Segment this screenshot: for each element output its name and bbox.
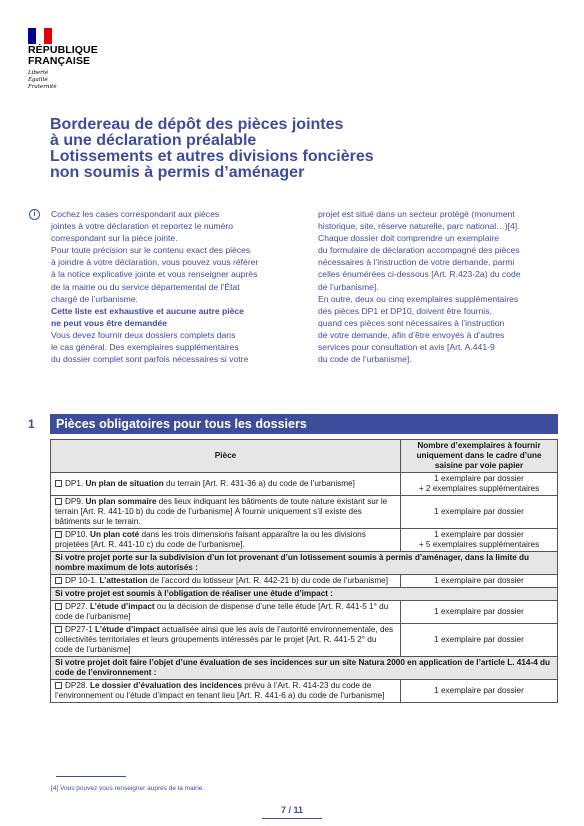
- table-row: [51, 473, 558, 496]
- piece-description: actualisée ainsi que les avis de l’autorité environnementale, des collectivités territoriales et leurs groupements intéressés par le projet [Art. R. 441-5 2° du code de l’urbanisme]: [55, 625, 394, 654]
- motto-egalite: Égalité: [28, 77, 48, 83]
- piece-cell: [51, 624, 401, 657]
- intro-line: Cette liste est exhaustive et aucune autre pièce: [51, 305, 244, 316]
- piece-code: DP28.: [65, 681, 88, 690]
- title-line: Lotissements et autres divisions foncières: [50, 148, 374, 165]
- count-line: + 2 exemplaires supplémentaires: [418, 484, 540, 493]
- intro-column-right: [318, 208, 558, 365]
- header-piece: Pièce: [51, 440, 401, 473]
- table-row: [51, 657, 558, 680]
- section-number: 1: [28, 417, 35, 431]
- intro-line: de la mairie ou du service départemental de l’État: [51, 281, 240, 292]
- header-count: Nombre d’exemplaires à fournir uniquement dans le cadre d’une saisine par voie papier: [401, 440, 558, 473]
- intro-line: correspondant sur la pièce jointe.: [51, 233, 178, 244]
- title-line: à une déclaration préalable: [50, 132, 257, 149]
- count-cell: [401, 575, 558, 588]
- intro-line: de votre demande, afin d’être envoyés à d’autres: [318, 329, 505, 340]
- intro-line: Chaque dossier doit comprendre un exemplaire: [318, 233, 500, 244]
- piece-cell: [51, 601, 401, 624]
- piece-title: Un plan sommaire: [85, 497, 157, 506]
- count-cell: [401, 680, 558, 703]
- intro-column-left: [51, 208, 301, 365]
- table-row: [51, 552, 558, 575]
- piece-code: DP 10-1.: [65, 576, 98, 585]
- count-line: 1 exemplaire par dossier: [434, 530, 524, 539]
- motto-liberte: Liberté: [28, 70, 49, 76]
- piece-cell: [51, 680, 401, 703]
- subsection-condition: Si votre projet doit faire l’objet d’une évaluation de ses incidences sur un site Natura 2000 en application de l’article L. 414-4 du code de l’environnement :: [51, 657, 558, 680]
- table-row: [51, 575, 558, 588]
- footnote: [4] Vous pouvez vous renseigner auprès de la mairie.: [51, 785, 205, 792]
- piece-checkbox[interactable]: [55, 498, 62, 505]
- intro-line: à la notice explicative jointe et vous renseigner auprès: [51, 269, 258, 280]
- intro-line: Pour toute précision sur le contenu exact des pièces: [51, 245, 251, 256]
- intro-line: de l’urbanisme].: [318, 281, 379, 292]
- intro-line: celles énumérées ci-dessous [Art. R.423-2a) du code: [318, 269, 521, 280]
- table-row: [51, 624, 558, 657]
- title-line: non soumis à permis d’aménager: [50, 164, 305, 181]
- info-icon: i: [29, 209, 40, 220]
- subsection-condition: Si votre projet porte sur la subdivision d’un lot provenant d’un lotissement soumis à permis d’aménager, dans la limite du nombre maximum de lots autorisés :: [51, 552, 558, 575]
- piece-checkbox[interactable]: [55, 480, 62, 487]
- count-cell: [401, 496, 558, 529]
- page-number-underline: [262, 818, 322, 819]
- count-cell: [401, 529, 558, 552]
- piece-title: L’étude d’impact: [95, 625, 160, 634]
- subsection-condition: Si votre projet est soumis à l’obligation de réaliser une étude d’impact :: [51, 588, 558, 601]
- intro-line: Cochez les cases correspondant aux pièces: [51, 209, 220, 219]
- piece-title: Un plan de situation: [85, 479, 164, 488]
- piece-description: dans les trois dimensions faisant apparaître la ou les divisions projetées [Art. R. 441-10 c) du code de l’urbanisme].: [55, 530, 366, 549]
- intro-line: historique, site, réserve naturelle, parc national…)[4].: [318, 221, 520, 232]
- piece-code: DP27-1: [65, 625, 93, 634]
- intro-line: du formulaire de déclaration accompagné des pièces: [318, 245, 520, 256]
- piece-cell: [51, 496, 401, 529]
- piece-description: de l’accord du lotisseur [Art. R. 442-21 b) du code de l’urbanisme]: [147, 576, 388, 585]
- page-number: 7 / 11: [280, 805, 304, 815]
- piece-code: DP27.: [65, 602, 88, 611]
- intro-line: du code de l’urbanisme].: [318, 354, 412, 365]
- section-header: [28, 414, 558, 434]
- piece-checkbox[interactable]: [55, 682, 62, 689]
- count-line: 1 exemplaire par dossier: [434, 607, 524, 616]
- motto: [28, 70, 57, 91]
- republic-line2: FRANÇAISE: [28, 55, 91, 67]
- piece-title: L’étude d’impact: [90, 602, 155, 611]
- piece-cell: [51, 473, 401, 496]
- intro-line: jointes à votre déclaration et reportez le numéro: [51, 221, 234, 232]
- intro-line: quand ces pièces sont nécessaires à l’instruction: [318, 317, 505, 328]
- count-cell: [401, 624, 558, 657]
- document-title: [50, 117, 550, 181]
- count-line: 1 exemplaire par dossier: [434, 474, 524, 483]
- piece-cell: [51, 529, 401, 552]
- piece-title: L’attestation: [99, 576, 148, 585]
- piece-code: DP9.: [65, 497, 84, 506]
- intro-line: projet est situé dans un secteur protégé (monument: [318, 209, 515, 219]
- footnote-separator: [56, 776, 126, 777]
- piece-description: prévu à l’Art. R. 414-23 du code de l’environnement ou l’étude d’impact en tenant lieu [Art. R. 441-6 a) du code de l’urbanisme]: [55, 681, 385, 700]
- intro-line: Vous devez fournir deux dossiers complets dans: [51, 329, 236, 340]
- table-row: [51, 529, 558, 552]
- intro-line: le cas général. Des exemplaires supplémentaires: [51, 342, 239, 353]
- piece-description: ou la décision de dispense d’une telle étude [Art. R. 441-5 1° du code de l’urbanisme]: [55, 602, 389, 621]
- piece-code: DP1.: [65, 479, 84, 488]
- piece-description: du terrain [Art. R. 431-36 a) du code de l’urbanisme]: [163, 479, 355, 488]
- piece-cell: [51, 575, 401, 588]
- table-row: [51, 588, 558, 601]
- table-row: [51, 496, 558, 529]
- intro-line: à joindre à votre déclaration, vous pouvez vous référer: [51, 257, 259, 268]
- intro-line: du dossier complet sont parfois nécessaires si votre: [51, 354, 249, 365]
- piece-title: Un plan coté: [90, 530, 140, 539]
- intro-line: nécessaires à l’instruction de votre demande, parmi: [318, 257, 515, 268]
- section-title: Pièces obligatoires pour tous les dossiers: [50, 414, 558, 434]
- count-line: 1 exemplaire par dossier: [434, 686, 524, 695]
- count-line: 1 exemplaire par dossier: [434, 507, 524, 516]
- piece-checkbox[interactable]: [55, 577, 62, 584]
- piece-description: des lieux indiquant les bâtiments de toute nature existant sur le terrain [Art. R. 441-10 b) du code de l’urbanisme] À fournir uniquement s’il existe des bâtiments sur le terrain.: [55, 497, 388, 526]
- title-line: Bordereau de dépôt des pièces jointes: [50, 116, 344, 133]
- table-header-row: [51, 440, 558, 473]
- piece-checkbox[interactable]: [55, 531, 62, 538]
- intro-line: services pour consultation et avis [Art. A.441-9: [318, 342, 495, 353]
- pieces-table: [50, 439, 558, 703]
- piece-checkbox[interactable]: [55, 603, 62, 610]
- intro-line: ne peut vous être demandée: [51, 317, 168, 328]
- count-cell: [401, 473, 558, 496]
- count-cell: [401, 601, 558, 624]
- piece-code: DP10.: [65, 530, 88, 539]
- intro-line: En outre, deux ou cinq exemplaires supplémentaires: [318, 293, 519, 304]
- piece-title: Le dossier d’évaluation des incidences: [90, 681, 243, 690]
- republic-line1: RÉPUBLIQUE: [28, 44, 98, 56]
- count-line: + 5 exemplaires supplémentaires: [418, 540, 540, 549]
- table-row: [51, 601, 558, 624]
- intro-line: chargé de l’urbanisme.: [51, 293, 138, 304]
- french-flag-icon: [28, 28, 52, 44]
- count-line: 1 exemplaire par dossier: [434, 635, 524, 644]
- count-line: 1 exemplaire par dossier: [434, 576, 524, 585]
- motto-fraternite: Fraternité: [28, 84, 57, 90]
- piece-checkbox[interactable]: [55, 626, 62, 633]
- intro-line: des pièces DP1 et DP10, doivent être fournis,: [318, 305, 492, 316]
- republic-name: [28, 45, 98, 67]
- table-row: [51, 680, 558, 703]
